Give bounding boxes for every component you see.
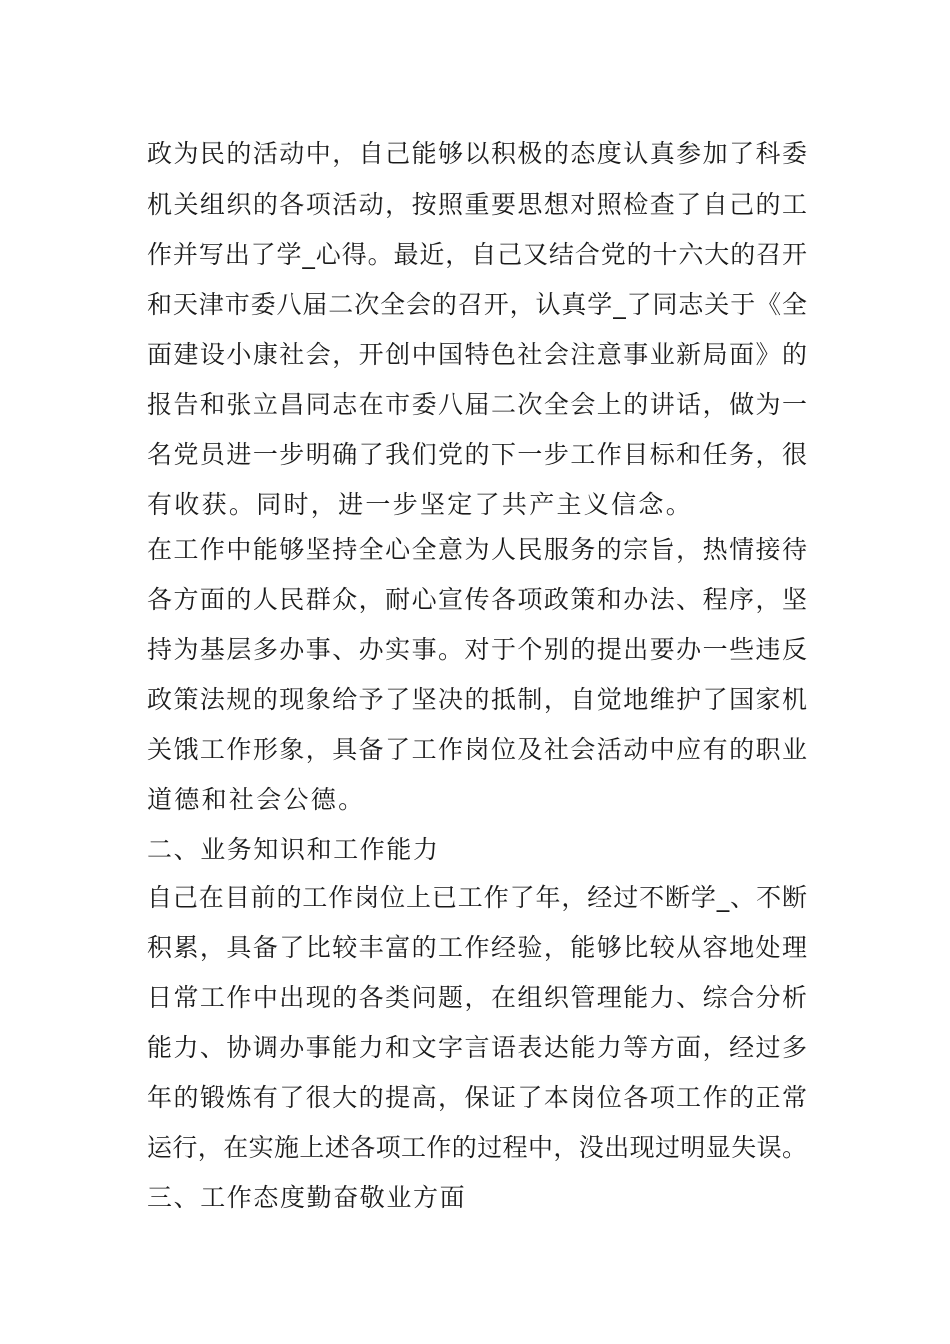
paragraph-2-line-5: 关饿工作形象，具备了工作岗位及社会活动中应有的职业	[147, 735, 807, 764]
paragraph-1-line-2: 机关组织的各项活动，按照重要思想对照检查了自己的工	[147, 190, 807, 219]
paragraph-1-line-5: 面建设小康社会，开创中国特色社会注意事业新局面》的	[147, 340, 807, 369]
paragraph-1-line-8: 有收获。同时，进一步坚定了共产主义信念。	[147, 490, 694, 519]
paragraph-2-line-6: 道德和社会公德。	[147, 785, 366, 814]
paragraph-3-line-5: 年的锻炼有了很大的提高，保证了本岗位各项工作的正常	[147, 1083, 807, 1112]
section-heading-3: 三、工作态度勤奋敬业方面	[147, 1183, 467, 1212]
paragraph-2-line-3: 持为基层多办事、办实事。对于个别的提出要办一些违反	[147, 635, 807, 664]
paragraph-1-line-6: 报告和张立昌同志在市委八届二次全会上的讲话，做为一	[147, 390, 807, 419]
paragraph-3-line-3: 日常工作中出现的各类问题，在组织管理能力、综合分析	[147, 983, 807, 1012]
paragraph-2-line-1: 在工作中能够坚持全心全意为人民服务的宗旨，热情接待	[147, 535, 807, 564]
paragraph-2-line-2: 各方面的人民群众，耐心宣传各项政策和办法、程序，坚	[147, 585, 807, 614]
section-heading-2: 二、业务知识和工作能力	[147, 835, 440, 864]
paragraph-1-line-4: 和天津市委八届二次全会的召开，认真学_了同志关于《全	[147, 290, 807, 319]
paragraph-1-line-7: 名党员进一步明确了我们党的下一步工作目标和任务，很	[147, 440, 807, 469]
paragraph-2-line-4: 政策法规的现象给予了坚决的抵制，自觉地维护了国家机	[147, 685, 807, 714]
paragraph-1-line-3: 作并写出了学_心得。最近，自己又结合党的十六大的召开	[147, 240, 807, 269]
paragraph-3-line-2: 积累，具备了比较丰富的工作经验，能够比较从容地处理	[147, 933, 807, 962]
paragraph-1-line-1: 政为民的活动中，自己能够以积极的态度认真参加了科委	[147, 139, 807, 168]
paragraph-3-line-6: 运行，在实施上述各项工作的过程中，没出现过明显失误。	[147, 1133, 807, 1162]
paragraph-3-line-4: 能力、协调办事能力和文字言语表达能力等方面，经过多	[147, 1033, 807, 1062]
paragraph-3-line-1: 自己在目前的工作岗位上已工作了年，经过不断学_、不断	[147, 883, 807, 912]
